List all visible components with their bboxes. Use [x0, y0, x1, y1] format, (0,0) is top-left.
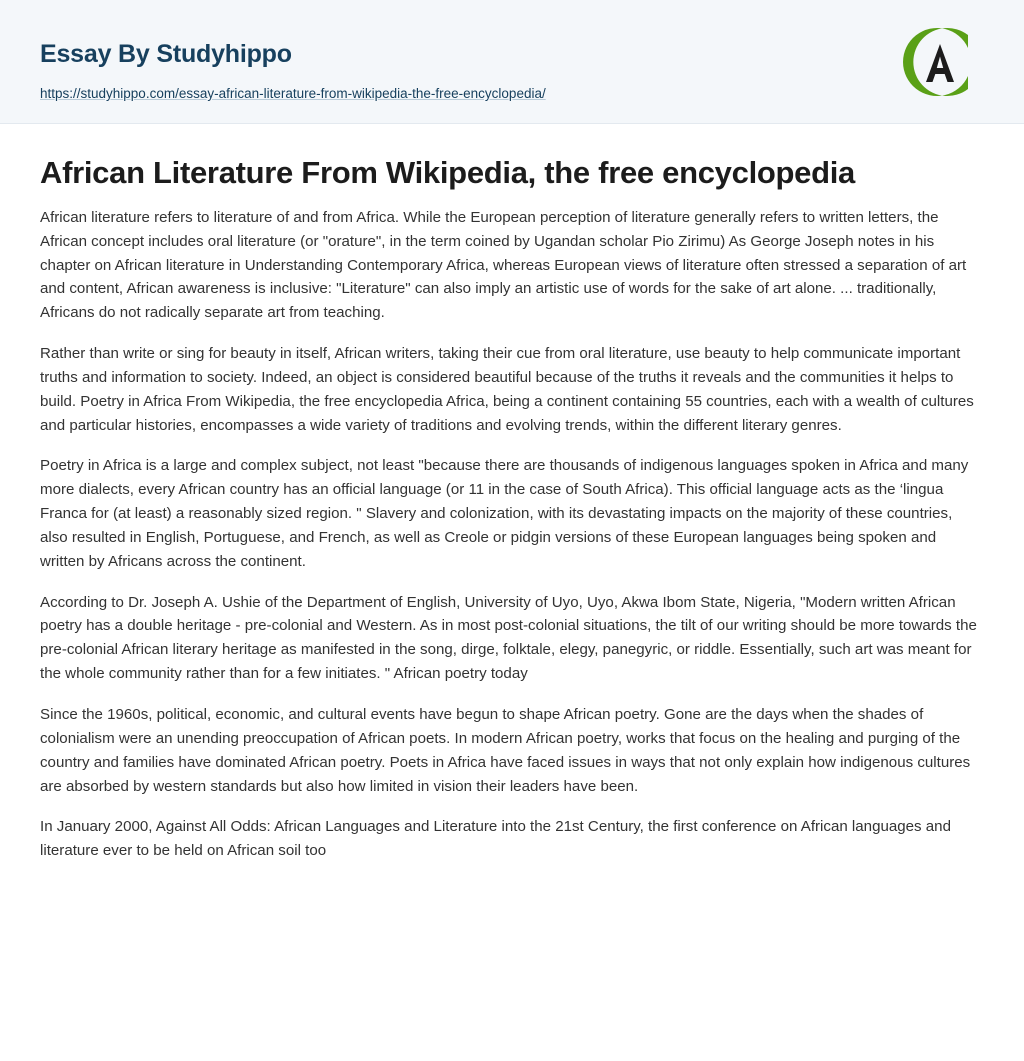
site-brand — [40, 40, 292, 69]
studyhippo-a-logo-icon — [898, 20, 982, 104]
article-paragraph: In January 2000, Against All Odds: African Languages and Literature into the 21st Century, the first conference on African languages and literature ever to be held on African soil too — [40, 818, 951, 860]
article-paragraph: Rather than write or sing for beauty in itself, African writers, taking their cue from oral literature, use beauty to help communicate important truths and information to society. Indeed, an object is considered beautiful because of the truths it reveals and the communities it helps to build. Poetry in Africa From Wikipedia, the free encyclopedia Africa, being a continent containing 55 countries, each with a wealth of cultures and particular histories, encompasses a wide variety of traditions and evolving trends, within the different literary genres. — [40, 345, 974, 434]
article-paragraph: Since the 1960s, political, economic, and cultural events have begun to shape African poetry. Gone are the days when the shades of colonialism were an unending preoccupation of African poets. In modern African poetry, works that focus on the healing and purging of the country and families have dominated African poetry. Poets in Africa have faced issues in ways that not only explain how indigenous cultures are absorbed by western standards but also how limited in vision their leaders have been. — [40, 706, 971, 795]
article-paragraph: Poetry in Africa is a large and complex subject, not least "because there are thousands of indigenous languages spoken in Africa and many more dialects, every African country has an official language (or 11 in the case of South Africa). This official language acts as the ‘lingua Franca for (at least) a reasonably sized region. " Slavery and colonization, with its devastating impacts on the majority of these countries, also resulted in English, Portuguese, and French, as well as Creole or pidgin versions of these European languages being spoken and written by Africans across the continent. — [40, 457, 969, 570]
page-title: African Literature From Wikipedia, the free encyclopedia — [40, 155, 855, 190]
article-paragraph: According to Dr. Joseph A. Ushie of the Department of English, University of Uyo, Uyo, Akwa Ibom State, Nigeria, "Modern written African poetry has a double heritage - pre-colonial and Western. As in most post-colonial situations, the tilt of our writing should be more towards the pre-colonial African literary heritage as manifested in the song, dirge, folktale, elegy, panegyric, or riddle. Essentially, such art was meant for the whole community rather than for a few initiates. " African poetry today — [40, 593, 977, 683]
source-url-link[interactable]: https://studyhippo.com/essay-african-literature-from-wikipedia-the-free-encyclopedia/ — [40, 86, 546, 101]
article-body — [0, 124, 1024, 863]
page-header — [0, 0, 1024, 124]
site-brand-label: Essay By Studyhippo — [40, 40, 292, 68]
article-paragraph: African literature refers to literature of and from Africa. While the European perception of literature generally refers to written letters, the African concept includes oral literature (or "orature", in the term coined by Ugandan scholar Pio Zirimu) As George Joseph notes in his chapter on African literature in Understanding Contemporary Africa, whereas European views of literature often stressed a separation of art and content, African awareness is inclusive: "Literature" can also imply an artistic use of words for the sake of art alone. ... traditionally, Africans do not radically separate art from teaching. — [40, 208, 967, 322]
